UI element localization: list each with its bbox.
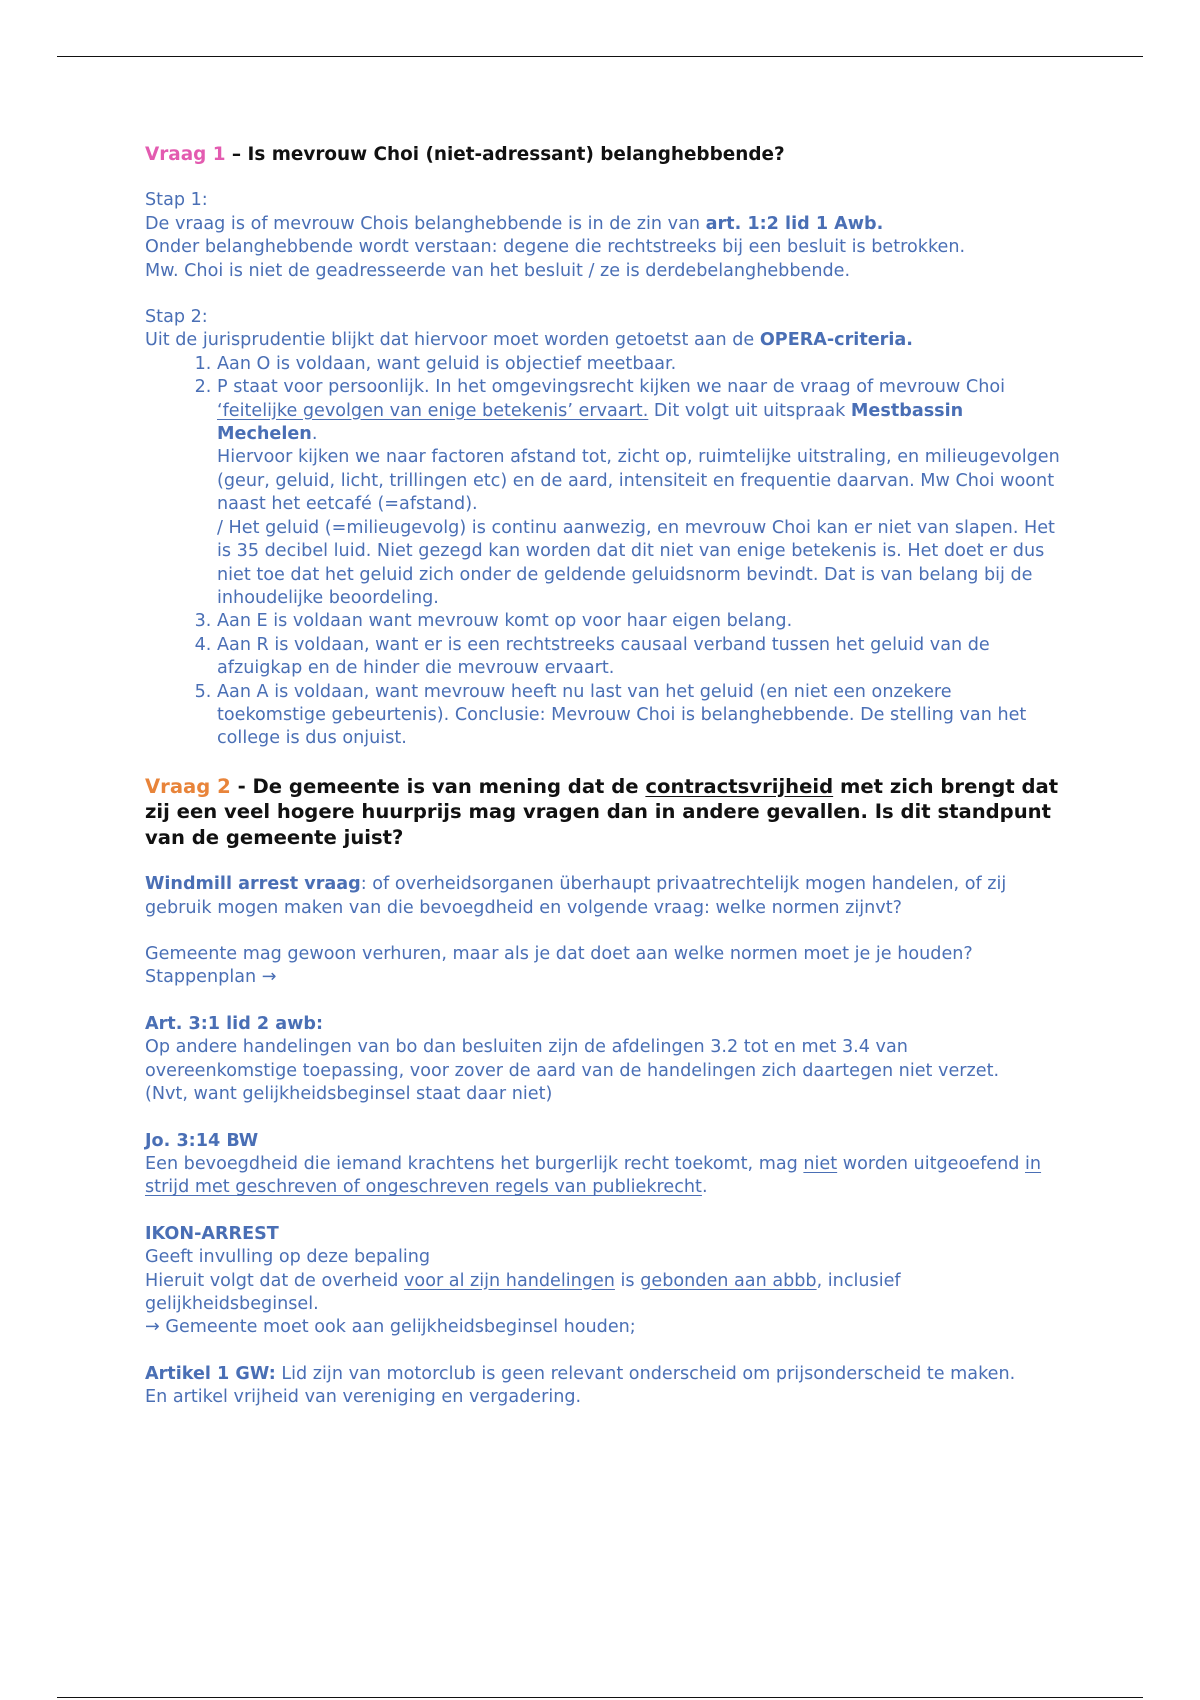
list-item: 3. Aan E is voldaan want mevrouw komt op voor haar eigen belang.: [217, 610, 1065, 633]
document-body: [145, 143, 1065, 1410]
mestbassin-reference: Mestbassin Mechelen: [217, 400, 964, 445]
vraag2-heading: Vraag 2 - De gemeente is van mening dat de contractsvrijheid met zich brengt dat zij een veel hogere huurprijs mag vragen dan in andere gevallen. Is dit standpunt van de gemeente juist?: [145, 774, 1059, 849]
artikel1-heading: Artikel 1 GW:: [145, 1363, 276, 1384]
contractsvrijheid-term: contractsvrijheid: [645, 774, 834, 798]
vraag1-title: Is mevrouw Choi (niet-adressant) belanghebbende?: [247, 144, 785, 165]
p-paragraph-2: Hiervoor kijken we naar factoren afstand tot, zicht op, ruimtelijke uitstraling, en milieugevolgen (geur, geluid, licht, trillingen etc) en de aard, intensiteit en frequentie daarvan. Mw Choi woont naast het eetcafé (=afstand).: [217, 447, 1060, 515]
stap1-line3: Mw. Choi is niet de geadresseerde van het besluit / ze is derdebelanghebbende.: [145, 260, 851, 281]
artikel1-line2: En artikel vrijheid van vereniging en vergadering.: [145, 1387, 582, 1408]
stap1-line2: Onder belanghebbende wordt verstaan: degene die rechtstreeks bij een besluit is betrokken.: [145, 237, 966, 258]
vraag1-heading: Vraag 1 – Is mevrouw Choi (niet-adressant) belanghebbende?: [145, 144, 785, 165]
top-rule: [57, 56, 1143, 57]
vraag2-label: Vraag 2: [145, 774, 231, 798]
windmill-heading: Windmill arrest vraag: [145, 874, 361, 895]
jo314-heading: Jo. 3:14 BW: [145, 1130, 259, 1151]
bottom-rule: [57, 1697, 1143, 1698]
opera-criteria: OPERA-criteria.: [759, 330, 913, 351]
jo314-text: Een bevoegdheid die iemand krachtens het burgerlijk recht toekomt, mag niet worden uitgeoefend in strijd met geschreven of ongeschreven regels van publiekrecht.: [145, 1153, 1042, 1198]
ikon-heading: IKON-ARREST: [145, 1223, 279, 1244]
p-paragraph-3: / Het geluid (=milieugevolg) is continu aanwezig, en mevrouw Choi kan er niet van slapen. Het is 35 decibel luid. Niet gezegd kan worden dat dit niet van enige betekenis is. Het doet er dus niet toe dat het geluid zich onder de geldende geluidsnorm bevindt. Dat is van belang bij de inhoudelijke beoordeling.: [217, 517, 1055, 608]
opera-list: [145, 353, 1065, 751]
gemeente-line1: Gemeente mag gewoon verhuren, maar als je dat doet aan welke normen moet je je houden?: [145, 944, 973, 965]
list-item: 2. P staat voor persoonlijk. In het omgevingsrecht kijken we naar de vraag of mevrouw Choi ‘feitelijke gevolgen van enige betekenis’ ervaart. Dit volgt uit uitspraak Mestbassin Mechelen. Hiervoor kijken we naar factoren afstand tot, zicht op, ruimtelijke uitstraling, en milieugevolgen (geur, geluid, licht, trillingen etc) en de aard, intensiteit en frequentie daarvan. Mw Choi woont naast het eetcafé (=afstand). / Het geluid (=milieugevolg) is continu aanwezig, en mevrouw Choi kan er niet van slapen. Het is 35 decibel luid. Niet gezegd kan worden dat dit niet van enige betekenis is. Het doet er dus niet toe dat het geluid zich onder de geldende geluidsnorm bevindt. Dat is van belang bij de inhoudelijke beoordeling.: [217, 376, 1065, 610]
stap1-line1: De vraag is of mevrouw Chois belanghebbende is in de zin van art. 1:2 lid 1 Awb.: [145, 213, 884, 234]
stappenplan-line: Stappenplan →: [145, 967, 277, 988]
art31-note: (Nvt, want gelijkheidsbeginsel staat daar niet): [145, 1084, 553, 1105]
list-item: 4. Aan R is voldaan, want er is een rechtstreeks causaal verband tussen het geluid van de afzuigkap en de hinder die mevrouw ervaart.: [217, 634, 1065, 681]
stap2-heading: Stap 2:: [145, 307, 208, 328]
publiekrecht-phrase: in strijd met geschreven of ongeschreven regels van publiekrecht: [145, 1153, 1042, 1198]
ikon-line1: Geeft invulling op deze bepaling: [145, 1247, 431, 1268]
list-item: 1. Aan O is voldaan, want geluid is objectief meetbaar.: [217, 353, 1065, 376]
list-item: 5. Aan A is voldaan, want mevrouw heeft nu last van het geluid (en niet een onzekere toekomstige gebeurtenis). Conclusie: Mevrouw Choi is belanghebbende. De stelling van het college is dus onjuist.: [217, 681, 1065, 751]
ikon-line3: → Gemeente moet ook aan gelijkheidsbeginsel houden;: [145, 1317, 636, 1338]
stap1-heading: Stap 1:: [145, 190, 208, 211]
artikel1-paragraph: Artikel 1 GW: Lid zijn van motorclub is geen relevant onderscheid om prijsonderscheid te maken.: [145, 1363, 1016, 1384]
underlined-phrase: ‘feitelijke gevolgen van enige betekenis’ ervaart.: [217, 400, 649, 421]
ikon-line2: Hieruit volgt dat de overheid voor al zijn handelingen is gebonden aan abbb, inclusief gelijkheidsbeginsel.: [145, 1270, 901, 1314]
vraag1-label: Vraag 1: [145, 144, 226, 165]
stap2-line1: Uit de jurisprudentie blijkt dat hiervoor moet worden getoetst aan de OPERA-criteria.: [145, 330, 913, 351]
windmill-paragraph: Windmill arrest vraag: of overheidsorganen überhaupt privaatrechtelijk mogen handelen, of zij gebruik mogen maken van die bevoegdheid en volgende vraag: welke normen zijnvt?: [145, 874, 1007, 918]
art31-heading: Art. 3:1 lid 2 awb:: [145, 1013, 324, 1034]
art31-text: Op andere handelingen van bo dan besluiten zijn de afdelingen 3.2 tot en met 3.4 van overeenkomstige toepassing, voor zover de aard van de handelingen zich daartegen niet verzet.: [145, 1037, 1000, 1081]
awb-reference: art. 1:2 lid 1 Awb.: [705, 213, 884, 234]
